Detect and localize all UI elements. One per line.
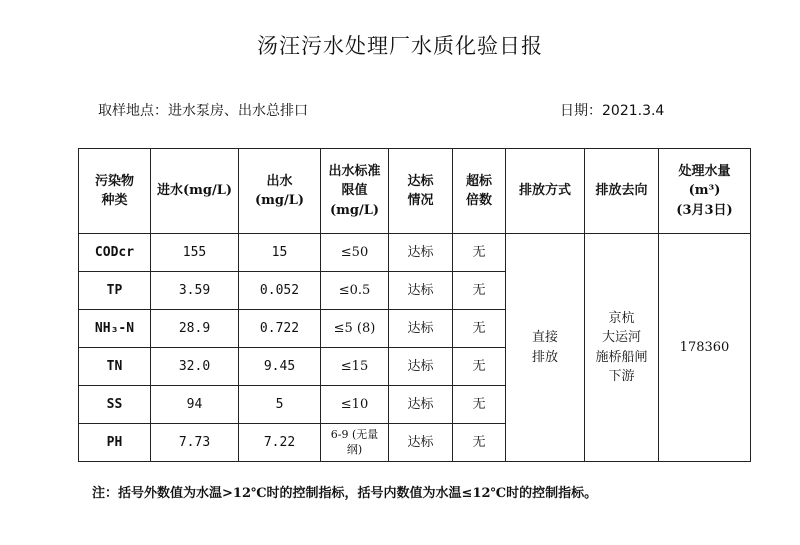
- pollutant-cell: SS: [79, 386, 151, 424]
- limit-cell: ≤50: [321, 234, 389, 272]
- header-discharge-method: 排放方式: [506, 149, 585, 234]
- inflow-cell: 3.59: [151, 272, 239, 310]
- header-inflow: 进水(mg/L): [151, 149, 239, 234]
- limit-cell: ≤0.5: [321, 272, 389, 310]
- discharge-method-cell: 直接 排放: [506, 234, 585, 462]
- outflow-cell: 0.052: [239, 272, 321, 310]
- limit-cell: ≤10: [321, 386, 389, 424]
- header-volume: 处理水量 (m³) (3月3日): [659, 149, 751, 234]
- pollutant-cell: TN: [79, 348, 151, 386]
- limit-cell: ≤5 (8): [321, 310, 389, 348]
- inflow-cell: 7.73: [151, 424, 239, 462]
- footnote: 注：括号外数值为水温>12℃时的控制指标，括号内数值为水温≤12℃时的控制指标。: [92, 486, 598, 501]
- pollutant-cell: CODcr: [79, 234, 151, 272]
- limit-cell: 6-9 (无量 纲): [321, 424, 389, 462]
- discharge-destination-cell: 京杭 大运河 施桥船闸 下游: [585, 234, 659, 462]
- water-quality-table: [78, 148, 751, 462]
- exceed-cell: 无: [453, 386, 506, 424]
- compliance-cell: 达标: [389, 348, 453, 386]
- exceed-cell: 无: [453, 348, 506, 386]
- exceed-cell: 无: [453, 424, 506, 462]
- exceed-cell: 无: [453, 310, 506, 348]
- pollutant-cell: TP: [79, 272, 151, 310]
- header-exceed: 超标 倍数: [453, 149, 506, 234]
- volume-cell: 178360: [659, 234, 751, 462]
- table-row: [79, 234, 751, 272]
- compliance-cell: 达标: [389, 386, 453, 424]
- header-pollutant: 污染物 种类: [79, 149, 151, 234]
- header-limit: 出水标准 限值 (mg/L): [321, 149, 389, 234]
- outflow-cell: 9.45: [239, 348, 321, 386]
- compliance-cell: 达标: [389, 424, 453, 462]
- sample-location: 取样地点：进水泵房、出水总排口: [98, 103, 308, 119]
- header-outflow: 出水 (mg/L): [239, 149, 321, 234]
- inflow-cell: 32.0: [151, 348, 239, 386]
- inflow-cell: 94: [151, 386, 239, 424]
- outflow-cell: 0.722: [239, 310, 321, 348]
- table-header-row: [79, 149, 751, 234]
- outflow-cell: 5: [239, 386, 321, 424]
- limit-cell: ≤15: [321, 348, 389, 386]
- report-title: 汤汪污水处理厂水质化验日报: [257, 34, 543, 58]
- report-date: 日期：2021.3.4: [560, 103, 665, 119]
- inflow-cell: 155: [151, 234, 239, 272]
- compliance-cell: 达标: [389, 234, 453, 272]
- inflow-cell: 28.9: [151, 310, 239, 348]
- header-discharge-destination: 排放去向: [585, 149, 659, 234]
- outflow-cell: 15: [239, 234, 321, 272]
- pollutant-cell: NH₃-N: [79, 310, 151, 348]
- compliance-cell: 达标: [389, 272, 453, 310]
- exceed-cell: 无: [453, 234, 506, 272]
- exceed-cell: 无: [453, 272, 506, 310]
- compliance-cell: 达标: [389, 310, 453, 348]
- header-compliance: 达标 情况: [389, 149, 453, 234]
- outflow-cell: 7.22: [239, 424, 321, 462]
- pollutant-cell: PH: [79, 424, 151, 462]
